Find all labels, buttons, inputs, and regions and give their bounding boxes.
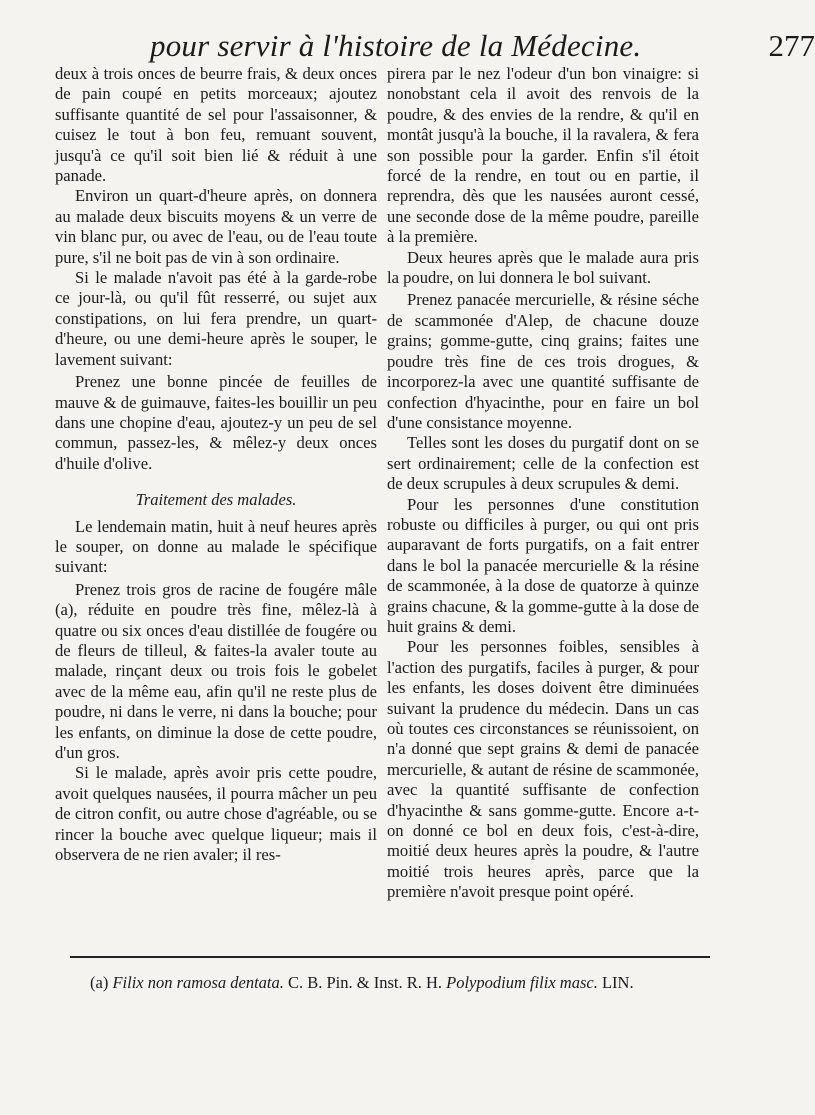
paragraph: pirera par le nez l'odeur d'un bon vinaigre: si nonobstant cela il avoit des renvois de la poudre, & des envies de la rendre, & qu'il en montât jusqu'à la bouche, il la ravalera, & fera son possible pour la garder. Enfin s'il étoit forcé de la rendre, en tout ou en partie, il reprendra, dès que les nausées auront cessé, une seconde dose de la même poudre, pareille à la première. (387, 64, 699, 247)
paragraph: Environ un quart-d'heure après, on donnera au malade deux biscuits moyens & un verre de vin blanc pur, ou avec de l'eau, ou de l'eau toute pure, s'il ne boit pas de vin à son ordinaire. (55, 186, 377, 267)
paragraph: Si le malade, après avoir pris cette poudre, avoit quelques nausées, il pourra mâcher un peu de citron confit, ou autre chose d'agréable, ou se rincer la bouche avec quelque liqueur; mais il observera de ne rien avaler; il res- (55, 763, 377, 865)
paragraph: deux à trois onces de beurre frais, & deux onces de pain coupé en petits morceaux; ajoutez suffisante quantité de sel pour l'assaisonner, & cuisez le tout à bon feu, remuant souvent, jusqu'à ce qu'il soit bien lié & réduit à une panade. (55, 64, 377, 186)
paragraph: Si le malade n'avoit pas été à la garde-robe ce jour-là, ou qu'il fût resserré, ou sujet aux constipations, on lui fera prendre, un quart-d'heure, ou une demi-heure après le souper, le lavement suivant: (55, 268, 377, 369)
left-column (55, 64, 377, 865)
paragraph: Telles sont les doses du purgatif dont on se sert ordinairement; celle de la confection est de deux scrupules à deux scrupules & demi. (387, 433, 699, 494)
paragraph: Prenez trois gros de racine de fougére mâle (a), réduite en poudre très fine, mêlez-là à quatre ou six onces d'eau distillée de fougére ou de fleurs de tilleul, & faites-la avaler toute au malade, rinçant deux ou trois fois le gobelet avec de la même eau, afin qu'il ne reste plus de poudre, ni dans le verre, ni dans la bouche; pour les enfants, on diminue la dose de cette poudre, d'un gros. (55, 579, 377, 762)
footnote-reference: C. B. Pin. & Inst. R. H. (287, 973, 443, 992)
paragraph: Deux heures après que le malade aura pris la poudre, on lui donnera le bol suivant. (387, 247, 699, 288)
footnote-author: LIN. (601, 973, 634, 992)
paragraph: Prenez panacée mercurielle, & résine séche de scammonée d'Alep, de chacune douze grains; gomme-gutte, cinq grains; faites une poudre très fine de ces trois drogues, & incorporez-la avec une quantité suffisante de confection d'hyacinthe, pour en faire un bol d'une consistance moyenne. (387, 290, 699, 432)
page-number: 277 (768, 28, 815, 63)
footnote-rule (70, 956, 710, 958)
paragraph: Prenez une bonne pincée de feuilles de mauve & de guimauve, faites-les bouillir un peu dans une chopine d'eau, ajoutez-y un peu de sel commun, passez-les, & mêlez-y deux onces d'huile d'olive. (55, 372, 377, 473)
paragraph: Pour les personnes d'une constitution robuste ou difficiles à purger, ou qui ont pris auparavant de forts purgatifs, on a fait entrer dans le bol la panacée mercurielle & la résine de scammonée, à la dose de quatorze à quinze grains chacune, & la gomme-gutte à la dose de huit grains & demi. (387, 494, 699, 636)
paragraph: Le lendemain matin, huit à neuf heures après le souper, on donne au malade le spécifique suivant: (55, 516, 377, 577)
footnote-mark: (a) (90, 973, 109, 992)
running-title: pour servir à l'histoire de la Médecine. (150, 28, 642, 63)
paragraph: Pour les personnes foibles, sensibles à l'action des purgatifs, faciles à purger, & pour les enfants, les doses doivent être diminuées suivant la prudence du médecin. Dans un cas où toutes ces circonstances se réunissoient, on n'a donné que sept grains & demi de panacée mercurielle, & autant de résine de scammonée, avec la quantité suffisante de confection d'hyacinthe & sans gomme-gutte. Encore a-t-on donné ce bol en deux fois, c'est-à-dire, moitié deux heures après la poudre, & l'autre moitié trois heures après, parce que la première n'avoit presque point opéré. (387, 637, 699, 902)
section-heading: Traitement des malades. (135, 490, 297, 510)
footnote (70, 972, 712, 993)
footnote-linnaean-name: Polypodium filix masc. (446, 973, 598, 992)
footnote-latin-name: Filix non ramosa dentata. (112, 973, 284, 992)
right-column (387, 64, 699, 903)
